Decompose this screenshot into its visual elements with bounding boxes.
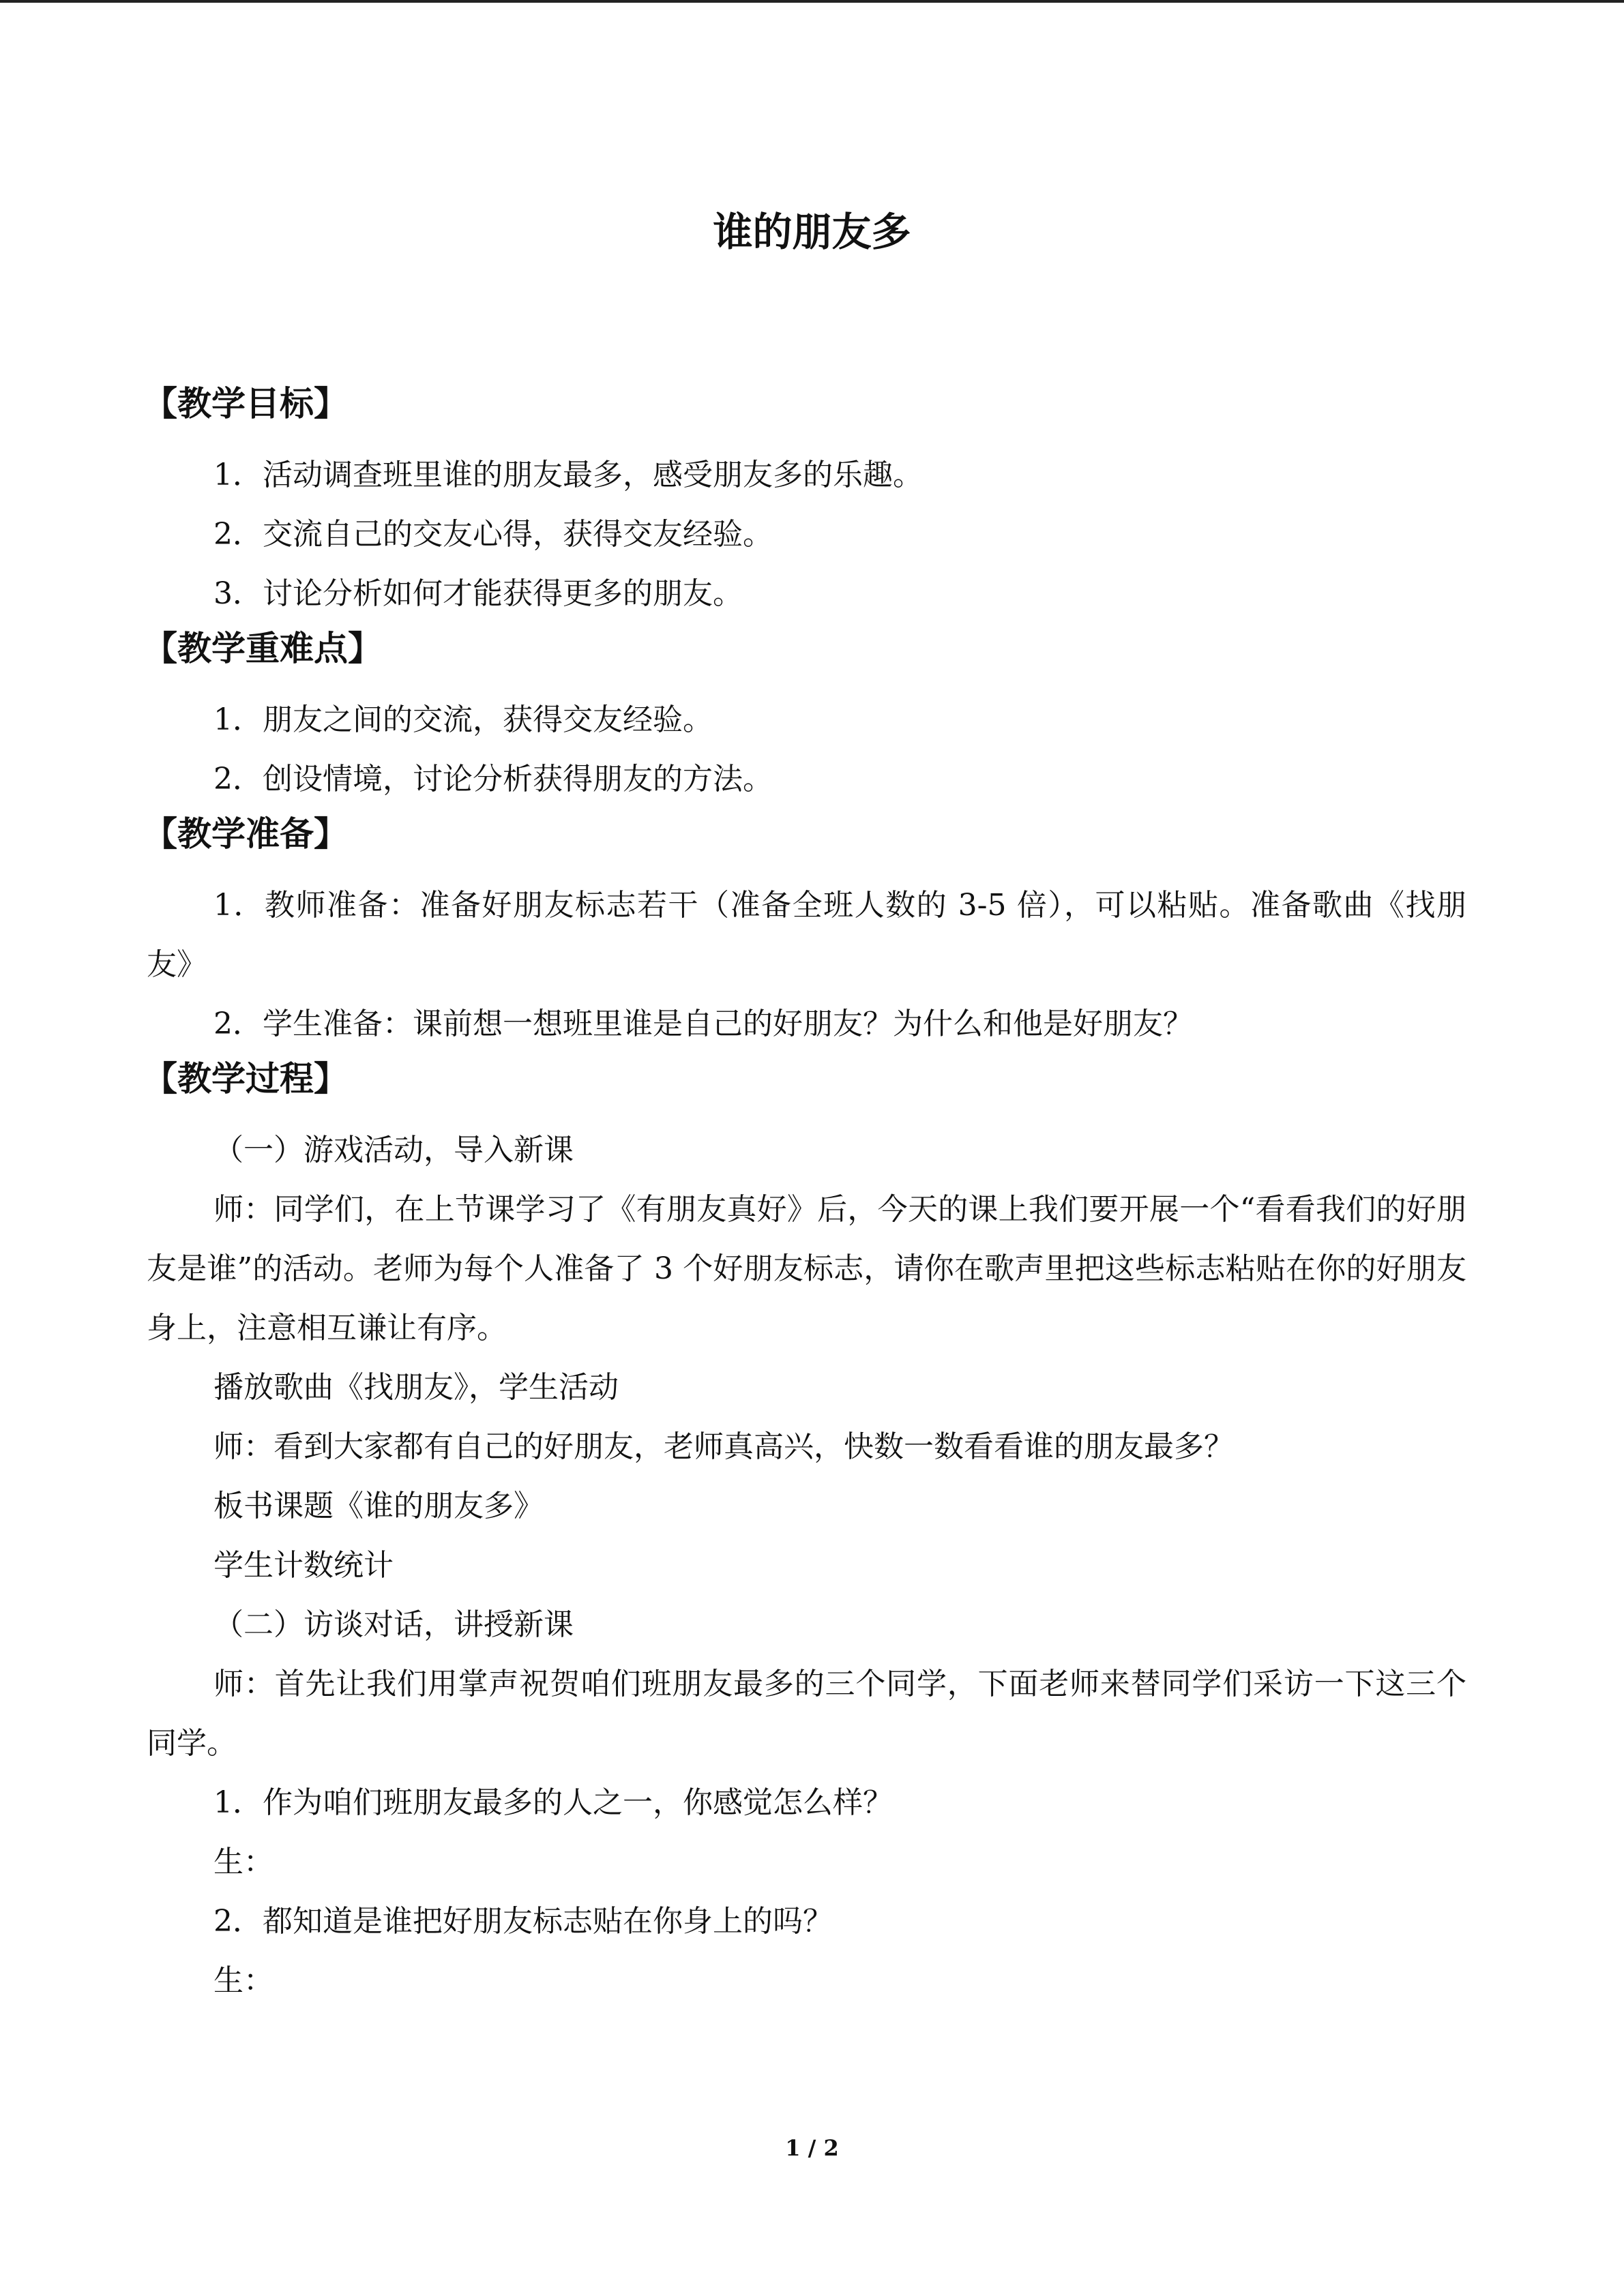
paragraph: 2．学生准备：课前想一想班里谁是自己的好朋友？为什么和他是好朋友？ (213, 1007, 1193, 1041)
document-content (143, 378, 1466, 2010)
paragraph: 生： (213, 1845, 274, 1879)
paragraph: 板书课题《谁的朋友多》 (213, 1489, 544, 1523)
paragraph: 1．活动调查班里谁的朋友最多，感受朋友多的乐趣。 (213, 458, 923, 492)
paragraph: 1．朋友之间的交流，获得交友经验。 (213, 702, 713, 737)
paragraph: 2．都知道是谁把好朋友标志贴在你身上的吗？ (213, 1904, 833, 1939)
section-heading: 【教学准备】 (143, 814, 348, 854)
section-heading: 【教学过程】 (143, 1059, 348, 1099)
paragraph: 学生计数统计 (213, 1548, 394, 1583)
document-title: 谁的朋友多 (713, 209, 911, 255)
paragraph: （二）访谈对话，讲授新课 (213, 1607, 574, 1642)
section-preparation (143, 809, 1466, 1054)
paragraph: 师：首先让我们用掌声祝贺咱们班朋友最多的三个同学，下面老师来替同学们采访一下这三个同学。 (147, 1667, 1466, 1761)
paragraph: 播放歌曲《找朋友》，学生活动 (213, 1370, 619, 1405)
section-teaching-goals (143, 378, 1466, 623)
section-heading: 【教学重难点】 (143, 629, 382, 668)
paragraph: 1．教师准备：准备好朋友标志若干（准备全班人数的 3-5 倍），可以粘贴。准备歌曲《找朋友》 (147, 888, 1466, 982)
paragraph: （一）游戏活动，导入新课 (213, 1133, 574, 1167)
section-heading: 【教学目标】 (143, 384, 348, 423)
page-number: 1 / 2 (785, 2135, 839, 2161)
paragraph: 3．讨论分析如何才能获得更多的朋友。 (213, 576, 743, 611)
paragraph: 生： (213, 1963, 274, 1998)
paragraph: 师：看到大家都有自己的好朋友，老师真高兴，快数一数看看谁的朋友最多？ (213, 1429, 1234, 1464)
paragraph: 2．交流自己的交友心得，获得交友经验。 (213, 517, 773, 552)
paragraph: 2．创设情境，讨论分析获得朋友的方法。 (213, 762, 773, 796)
paragraph: 师：同学们，在上节课学习了《有朋友真好》后，今天的课上我们要开展一个“看看我们的好朋友是谁”的活动。老师为每个人准备了 3 个好朋友标志，请你在歌声里把这些标志粘贴在你的好朋友身上，注意相互谦让有序。 (147, 1192, 1466, 1345)
paragraph: 1．作为咱们班朋友最多的人之一，你感觉怎么样？ (213, 1785, 893, 1820)
section-key-difficulties (143, 623, 1466, 809)
section-teaching-process (143, 1054, 1466, 2010)
